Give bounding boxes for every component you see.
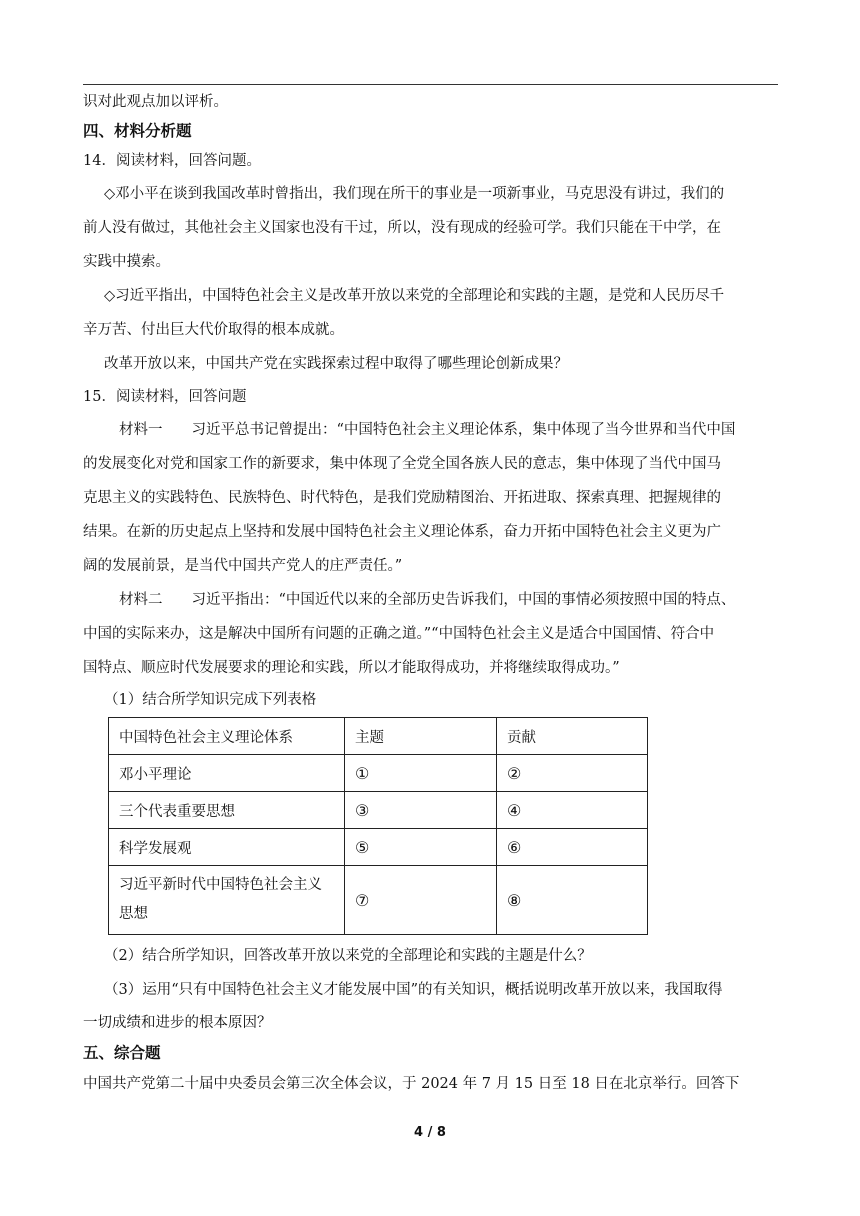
table-header-cell: 贡献 xyxy=(497,718,648,755)
section-5-intro: 中国共产党第二十届中央委员会第三次全体会议，于 2024 年 7 月 15 日至 18 日在北京举行。回答下 xyxy=(83,1076,740,1092)
answer-blank-cell: ⑦ xyxy=(345,866,497,935)
section-4-heading: 四、材料分析题 xyxy=(83,122,192,140)
table-row xyxy=(109,866,648,935)
q14-material-1-line-3: 实践中摸索。 xyxy=(83,254,170,270)
q14-material-1-line-1: ◇邓小平在谈到我国改革时曾指出，我们现在所干的事业是一项新事业，马克思没有讲过，我们的 xyxy=(104,186,725,202)
table-row xyxy=(109,755,648,792)
theory-system-table xyxy=(108,717,648,935)
q15-material-1-line-4: 结果。在新的历史起点上坚持和发展中国特色社会主义理论体系，奋力开拓中国特色社会主义更为广 xyxy=(83,524,721,540)
q14-stem: 14．阅读材料，回答问题。 xyxy=(83,153,261,169)
q14-material-2-line-2: 辛万苦、付出巨大代价取得的根本成就。 xyxy=(83,322,344,338)
q15-sub-question-2: （2）结合所学知识，回答改革开放以来党的全部理论和实践的主题是什么？ xyxy=(104,948,592,964)
answer-blank-cell: ② xyxy=(497,755,648,792)
q15-material-1-line-2: 的发展变化对党和国家工作的新要求，集中体现了全党全国各族人民的意志，集中体现了当代中国马 xyxy=(83,456,721,472)
answer-blank-cell: ⑧ xyxy=(497,866,648,935)
table-cell: 三个代表重要思想 xyxy=(109,792,345,829)
table-header-cell: 中国特色社会主义理论体系 xyxy=(109,718,345,755)
q14-material-2-line-1: ◇习近平指出，中国特色社会主义是改革开放以来党的全部理论和实践的主题，是党和人民历尽千 xyxy=(104,288,725,304)
header-rule xyxy=(83,84,778,85)
table-cell: 邓小平理论 xyxy=(109,755,345,792)
q14-material-1-line-2: 前人没有做过，其他社会主义国家也没有干过，所以，没有现成的经验可学。我们只能在干中学，在 xyxy=(83,220,721,236)
q15-stem: 15．阅读材料，回答问题 xyxy=(83,389,247,405)
q15-sub-question-3-line-2: 一切成绩和进步的根本原因？ xyxy=(83,1015,272,1031)
table-header-row xyxy=(109,718,648,755)
q15-material-1-line-3: 克思主义的实践特色、民族特色、时代特色，是我们党励精图治、开拓进取、探索真理、把握规律的 xyxy=(83,490,721,506)
answer-blank-cell: ⑥ xyxy=(497,829,648,866)
q15-material-2-line-3: 国特点、顺应时代发展要求的理论和实践，所以才能取得成功，并将继续取得成功。” xyxy=(83,660,620,676)
table-row xyxy=(109,829,648,866)
table-header-cell: 主题 xyxy=(345,718,497,755)
page-number: 4 / 8 xyxy=(414,1125,446,1140)
q15-material-1-line-1: 材料一 习近平总书记曾提出：“中国特色社会主义理论体系，集中体现了当今世界和当代中国 xyxy=(119,422,736,438)
answer-blank-cell: ⑤ xyxy=(345,829,497,866)
q15-material-1-line-5: 阔的发展前景，是当代中国共产党人的庄严责任。” xyxy=(83,558,403,574)
table-cell: 科学发展观 xyxy=(109,829,345,866)
q15-material-2-line-1: 材料二 习近平指出：“中国近代以来的全部历史告诉我们，中国的事情必须按照中国的特点、 xyxy=(119,592,736,608)
q15-sub-question-1: （1）结合所学知识完成下列表格 xyxy=(104,692,317,708)
continuation-text: 识对此观点加以评析。 xyxy=(83,94,228,110)
table-row xyxy=(109,792,648,829)
table-cell: 习近平新时代中国特色社会主义思想 xyxy=(109,866,345,935)
q14-question: 改革开放以来，中国共产党在实践探索过程中取得了哪些理论创新成果？ xyxy=(104,356,568,372)
q15-material-2-line-2: 中国的实际来办，这是解决中国所有问题的正确之道。”“中国特色社会主义是适合中国国情、符合中 xyxy=(83,626,715,642)
answer-blank-cell: ③ xyxy=(345,792,497,829)
q15-sub-question-3-line-1: （3）运用“只有中国特色社会主义才能发展中国”的有关知识，概括说明改革开放以来，我国取得 xyxy=(104,982,723,998)
answer-blank-cell: ① xyxy=(345,755,497,792)
answer-blank-cell: ④ xyxy=(497,792,648,829)
section-5-heading: 五、综合题 xyxy=(83,1044,161,1062)
